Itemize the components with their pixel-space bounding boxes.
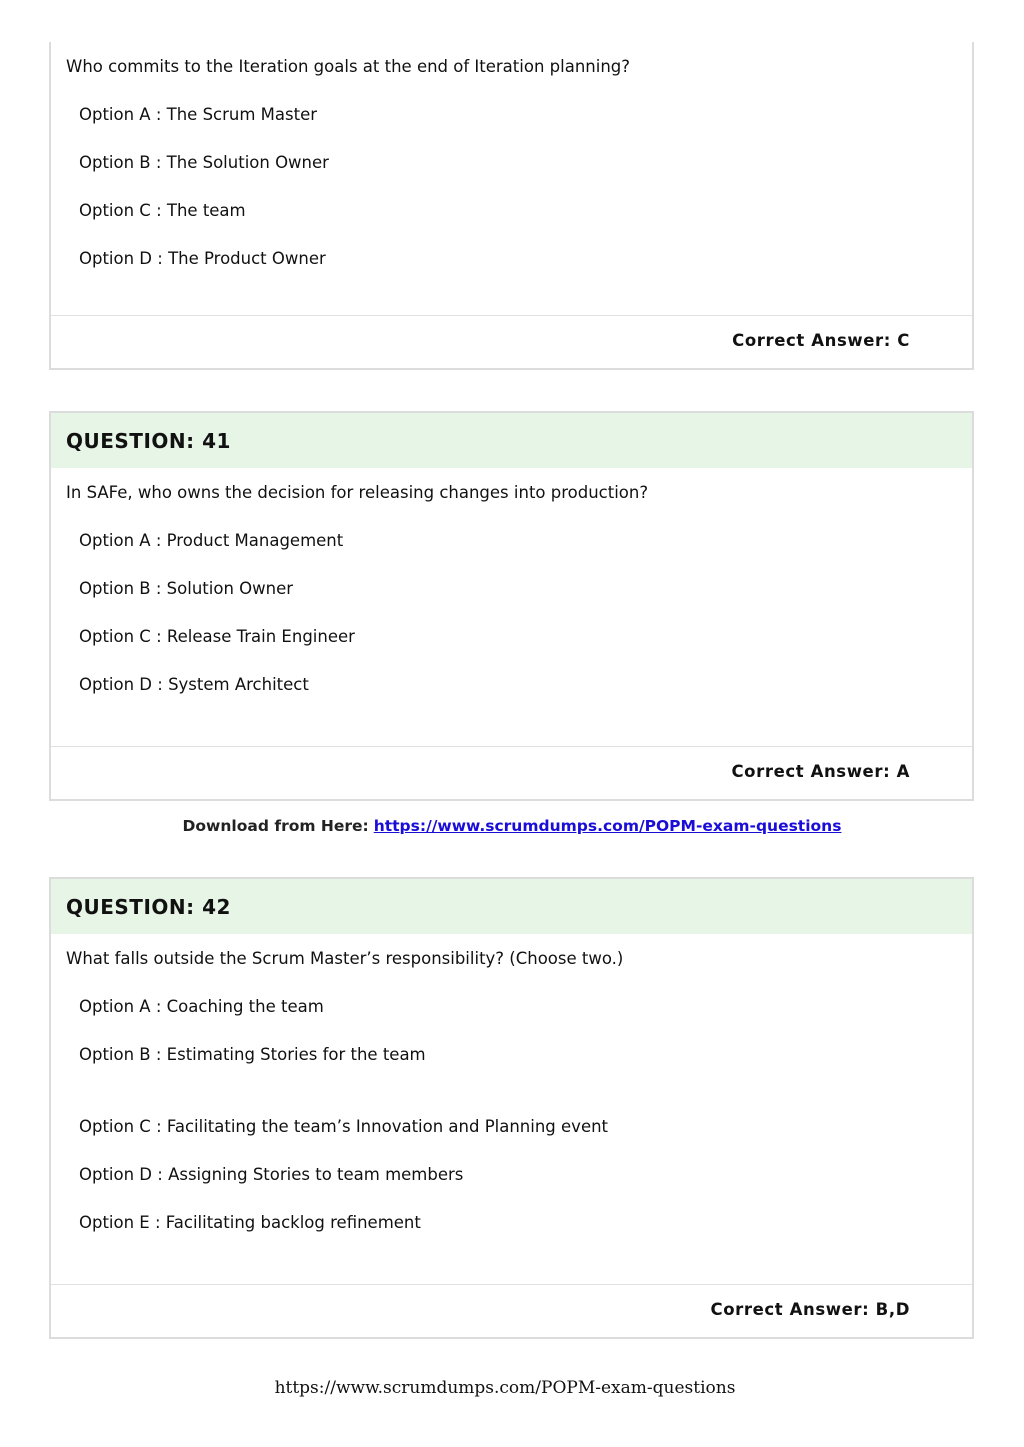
option-a: Option A : The Scrum Master [79, 105, 318, 124]
correct-answer: Correct Answer: C [732, 331, 910, 350]
option-d: Option D : Assigning Stories to team members [79, 1165, 464, 1184]
question-text: Who commits to the Iteration goals at the end of Iteration planning? [66, 57, 631, 76]
option-b: Option B : Solution Owner [79, 579, 294, 598]
question-card-42 [49, 877, 974, 1339]
question-header [51, 413, 972, 468]
question-header [51, 879, 972, 934]
page-footer-url: https://www.scrumdumps.com/POPM-exam-questions [274, 1378, 736, 1398]
answer-row [51, 315, 972, 368]
option-c: Option C : The team [79, 201, 246, 220]
option-a: Option A : Product Management [79, 531, 344, 550]
question-text: In SAFe, who owns the decision for releasing changes into production? [66, 483, 649, 502]
option-a: Option A : Coaching the team [79, 997, 324, 1016]
question-number: QUESTION: 42 [66, 895, 231, 919]
correct-answer: Correct Answer: A [731, 762, 910, 781]
answer-row [51, 746, 972, 799]
option-d: Option D : System Architect [79, 675, 309, 694]
option-b: Option B : The Solution Owner [79, 153, 329, 172]
download-line [0, 817, 1024, 835]
option-d: Option D : The Product Owner [79, 249, 326, 268]
question-number: QUESTION: 41 [66, 429, 231, 453]
option-b: Option B : Estimating Stories for the team [79, 1045, 426, 1064]
question-card-40 [49, 42, 974, 370]
answer-row [51, 1284, 972, 1337]
download-link[interactable]: https://www.scrumdumps.com/POPM-exam-questions [373, 817, 842, 835]
option-e: Option E : Facilitating backlog refinement [79, 1213, 421, 1232]
question-text: What falls outside the Scrum Master’s responsibility? (Choose two.) [66, 949, 624, 968]
option-c: Option C : Release Train Engineer [79, 627, 355, 646]
question-card-41 [49, 411, 974, 801]
option-c: Option C : Facilitating the team’s Innovation and Planning event [79, 1117, 609, 1136]
correct-answer: Correct Answer: B,D [710, 1300, 910, 1319]
download-label: Download from Here: [182, 817, 369, 835]
